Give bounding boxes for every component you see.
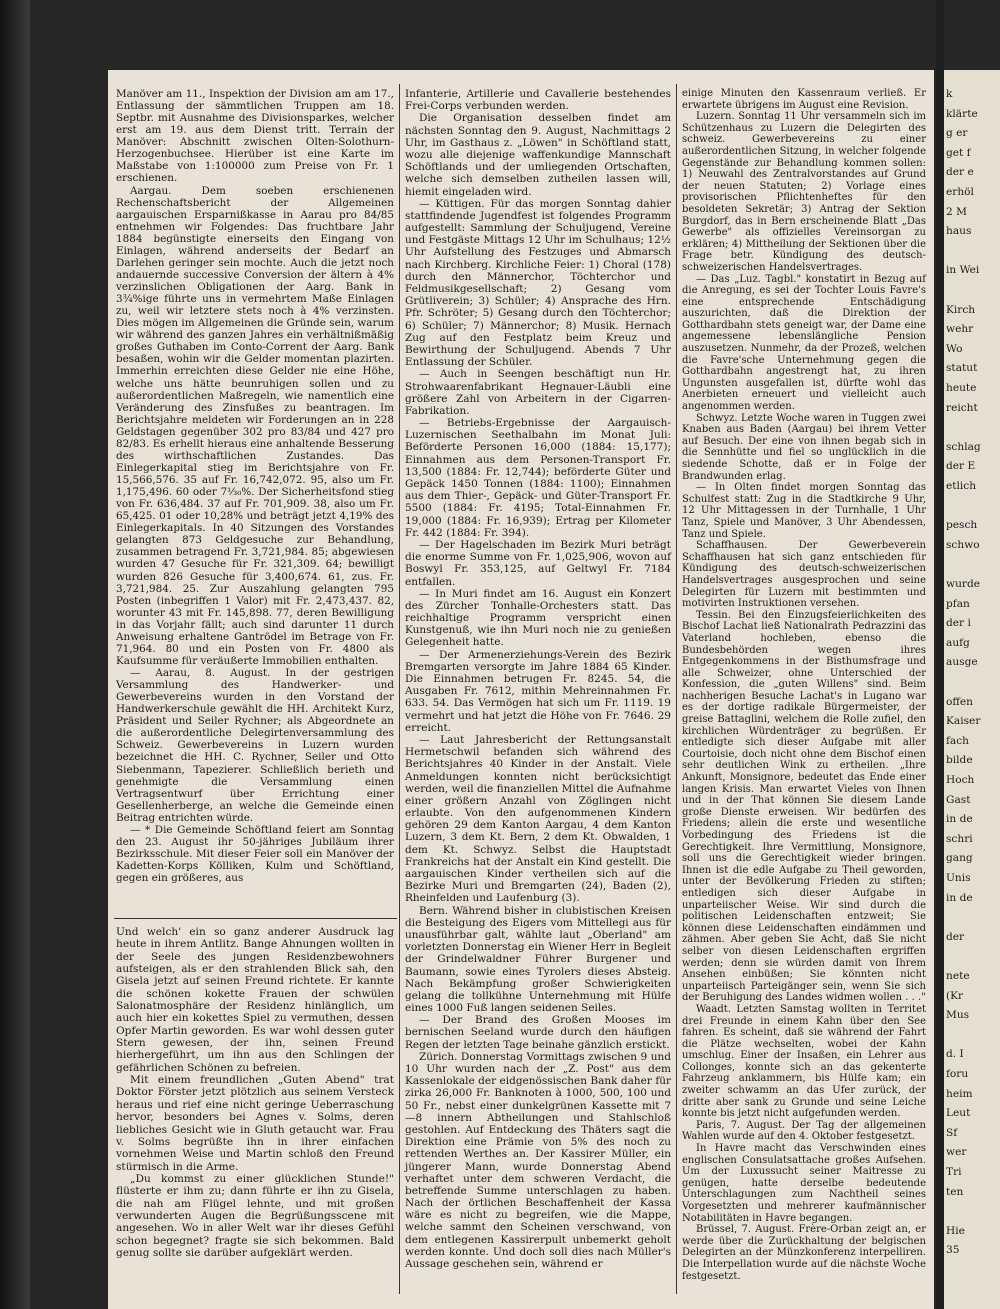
edge-text-fragment: aufg <box>946 636 970 649</box>
edge-text-fragment: Kaiser <box>946 715 981 728</box>
article-paragraph: — * Die Gemeinde Schöftland feiert am Sonntag den 23. August ihr 50-jähriges Jubiläum ihrer Bezirksschule. Mit dieser Feier soll ein Manöver der Kadetten-Korps Kölliken, Kulm und Schöftland, gegen ein größeres, aus <box>116 823 394 885</box>
edge-text-fragment: ausge <box>946 656 978 669</box>
edge-text-fragment: Hoch <box>946 774 975 786</box>
feuilleton-rule <box>114 918 397 919</box>
edge-text-fragment: Sf <box>946 1126 958 1139</box>
edge-text-fragment: der <box>946 930 965 943</box>
article-paragraph: — Der Hagelschaden im Bezirk Muri beträgt die enorme Summe von Fr. 1,025,906, wovon auf Boswyl Fr. 353,125, auf Geltwyl Fr. 7184 entfallen. <box>405 538 671 588</box>
edge-text-fragment: Mus <box>946 1009 970 1022</box>
edge-text-fragment: g er <box>946 127 968 140</box>
edge-text-fragment: Hie <box>946 1224 965 1237</box>
article-paragraph: Mit einem freundlichen „Guten Abend" trat Doktor Förster jetzt plötzlich aus seinem Versteck heraus und rief eine nicht geringe Ueberraschung hervor, besonders bei Agnes v. Solms, deren liebliches Gesicht wie in Gluth getaucht war. Frau v. Solms begrüßte ihn in ihrer einfachen vornehmen Weise und Martin schloß den Freund stürmisch in die Arme. <box>116 1074 394 1173</box>
article-paragraph: Bern. Während bisher in clubistischen Kreisen die Besteigung des Eigers vom Mittellegi aus für unausführbar galt, wählte laut „Oberland" am vorletzten Donnerstag ein Wiener Herr in Begleit der Grindelwaldner Führer Burgener und Baumann, sowie eines Tyrolers dieses Absteig. Nach Bekämpfung großer Schwierigkeiten gelang die tollkühne Unternehmung mit Hülfe eines 1000 Fuß langen seidenen Seiles. <box>405 904 671 1015</box>
article-paragraph: Paris, 7. August. Der Tag der allgemeinen Wahlen wurde auf den 4. Oktober festgesetzt. <box>682 1119 926 1143</box>
column-3 <box>682 88 926 1282</box>
article-paragraph: — Laut Jahresbericht der Rettungsanstalt Hermetschwil befanden sich während des Berichtsjahres 40 Kinder in der Anstalt. Viele Anmeldungen konnten nicht berücksichtigt werden, weil die finanziellen Mittel die Aufnahme einer größern Anzahl von Zöglingen nicht erlaubte. Von den aufgenommenen Kindern gehören 29 dem Kanton Aargau, 4 dem Kanton Luzern, 3 dem Kt. Bern, 2 dem Kt. Obwalden, 1 dem Kt. Schwyz. Selbst die Hauptstadt Frankreichs hat der Anstalt ein Kind gestellt. Die aargauischen Kinder vertheilen sich auf die Bezirke Muri und Bremgarten (24), Baden (2), Rheinfelden und Laufenburg (3). <box>405 733 671 905</box>
edge-text-fragment: Kirch <box>946 303 976 316</box>
adjacent-page-edge <box>944 70 1000 1309</box>
article-paragraph: — Der Brand des Großen Mooses im bernischen Seeland wurde durch den häufigen Regen der letzten Tage beinahe gänzlich erstickt. <box>405 1014 671 1051</box>
article-paragraph: — Aarau, 8. August. In der gestrigen Versammlung des Handwerker- und Gewerbevereins wurden in den Vorstand der Handwerkerschule gewählt die HH. Architekt Kurz, Präsident und Seiler Rychner; als Abgeordnete an die außerordentliche Delegirtenversammlung des Schweiz. Gewerbevereins in Luzern wurden bezeichnet die HH. C. Rychner, Seiler und Otto Siebenmann, Tapezierer. Schließlich berieth und genehmigte die Versammlung einen Vertragsentwurf über Errichtung einer Gesellenherberge, an welche die Gemeinde einen Beitrag entrichten würde. <box>116 667 394 824</box>
edge-text-fragment: heute <box>946 382 977 394</box>
column-2 <box>405 88 671 1270</box>
edge-text-fragment: erhöl <box>946 186 974 198</box>
edge-text-fragment: schri <box>946 832 973 845</box>
edge-text-fragment: in de <box>946 813 973 826</box>
edge-text-fragment: ten <box>946 1185 964 1198</box>
edge-text-fragment: 35 <box>946 1244 960 1257</box>
book-spine-edge <box>0 0 30 1309</box>
edge-text-fragment: Unis <box>946 872 971 884</box>
article-paragraph: Aargau. Dem soeben erschienenen Rechenschaftsbericht der Allgemeinen aargauischen Ersparnißkasse in Aarau pro 84/85 entnehmen wir Folgendes: Das fruchtbare Jahr 1884 begünstigte einerseits den Eingang von Einlagen, während anderseits der Bedarf an Darlehen geringer sein mochte. Auch die jetzt noch andauernde successive Conversion der ältern à 4% verzinslichen Obligationen der Aarg. Bank in 3¾%ige führte uns in vermehrtem Maße Einlagen zu, weil wir letztere stets noch à 4% verzinsten. Dies mögen im Allgemeinen die Gründe sein, warum wir während des ganzen Jahres ein verhältnißmäßig großes Guthaben im Conto-Corrent der Aarg. Bank besaßen, wohin wir die Gelder momentan plazirten. Immerhin erreichten diese Gelder nie eine Höhe, welche uns hätte beunruhigen sollen und zu außerordentlichen Maßregeln, wie namentlich eine Veränderung des Zinsfußes zu beantragen. Im Berichtsjahre meldeten wir Forderungen an in 228 Geldstagen gegenüber 302 pro 83/84 und 427 pro 82/83. Es erhellt hieraus eine anhaltende Besserung des wirthschaftlichen Zustandes. Das Einlegerkapital stieg im Berichtsjahre von Fr. 15,566,576. 35 auf Fr. 16,742,072. 95, also um Fr. 1,175,496. 60 oder 7⅓₀%. Der Sicherheitsfond stieg von Fr. 636,484. 37 auf Fr. 701,909. 38, also um Fr. 65,425. 01 oder 10,28% und beträgt jetzt 4,19% des Einlegerkapitals. In 40 Sitzungen des Vorstandes gelangten 873 Geldgesuche zur Behandlung, zusammen betragend Fr. 3,721,984. 85; abgewiesen wurden 47 Gesuche für Fr. 321,309. 64; bewilligt wurden 826 Gesuche für 3,400,674. 61, zus. Fr. 3,721,984. 25. Zur Auszahlung gelangten 795 Posten (inbegriffen 1 Valor) mit Fr. 2,473,437. 82, worunter 43 mit Fr. 145,898. 77, deren Bewilligung in das Vorjahr fällt; auch sind darunter 11 durch Anweisung erhaltene Gantrödel im Betrage von Fr. 71,964. 80 und ein Posten von Fr. 4800 als Kaufsumme für veräußerte Immobilien enthalten. <box>116 184 394 667</box>
edge-text-fragment: k <box>946 88 953 100</box>
edge-text-fragment: d. I <box>946 1048 964 1061</box>
article-paragraph: Tessin. Bei den Einzugsfeierlichkeiten des Bischof Lachat ließ Nationalrath Pedrazzini das Vaterland hochleben, ebenso die Bundesbehörden wegen ihres Entgegenkommens in der Bisthumsfrage und alle Schweizer, ohne Unterschied der Konfession, die „guten Willens" sind. Beim nachherigen Besuche Lachat's in Lugano war es der dortige radikale Bürgermeister, der greise Battaglini, welchem die Rolle zufiel, den kirchlichen Würdenträger zu begrüßen. Er entledigte sich dieser Aufgabe mit aller Courtoisie, doch nicht ohne dem Bischof einen sehr deutlichen Wink zu ertheilen. „Ihre Ankunft, Monsignore, bedeutet das Ende einer langen Krisis. Man erwartet Vieles von Ihnen und in der That können Sie diesem Lande große Dienste erweisen. Wir bedürfen des Friedens; allein die erste und wesentliche Vorbedingung des Friedens ist die Gerechtigkeit. Ihre Vermittlung, Monsignore, soll uns die Gerechtigkeit wieder bringen. Ihnen ist die edle Aufgabe zu Theil geworden, unter der Bevölkerung Frieden zu stiften; entledigen sich dieser Aufgabe in unparteiischer Weise. Wir sind durch die politischen Leidenschaften entzweit; Sie können diese Leidenschaften eindämmen und zähmen. Aber geben Sie Acht, daß Sie nicht selber von diesen Leidenschaften ergriffen werden; denn sie würden damit von Ihrem Ansehen einbüßen; Sie könnten nicht unparteiisch Parteigänger sein, wenn Sie sich der Beruhigung des Landes widmen wollen . . ." <box>682 609 926 1004</box>
edge-text-fragment: (Kr <box>946 989 964 1002</box>
edge-text-fragment: pfan <box>946 597 970 610</box>
edge-text-fragment: get f <box>946 146 971 159</box>
article-paragraph: — Auch in Seengen beschäftigt nun Hr. Strohwaarenfabrikant Hegnauer-Läubli eine größere Zahl von Arbeitern in der Cigarren-Fabrikation. <box>405 368 671 417</box>
article-paragraph: — Betriebs-Ergebnisse der Aargauisch-Luzernischen Seethalbahn im Monat Juli: Beförderte Personen 16,000 (1884: 15,177); Einnahmen aus dem Personen-Transport Fr. 13,500 (1884: Fr. 12,744); beförderte Güter und Gepäck 1450 Tonnen (1884: 1100); Einnahmen aus dem Thier-, Gepäck- und Güter-Transport Fr. 5500 (1884: Fr. 4195; Total-Einnahmen Fr. 19,000 (1884: Fr. 16,939); Ertrag per Kilometer Fr. 442 (1884: Fr. 394). <box>405 417 671 539</box>
article-paragraph: einige Minuten den Kassenraum verließ. Er erwartete übrigens im August eine Revision. <box>682 88 926 111</box>
edge-text-fragment: statut <box>946 362 978 375</box>
page-gutter <box>936 0 944 1309</box>
newspaper-page <box>108 70 934 1309</box>
feuilleton-column <box>116 926 394 1259</box>
article-paragraph: — Küttigen. Für das morgen Sonntag dahier stattfindende Jugendfest ist folgendes Programm aufgestellt: Sammlung der Schuljugend, Vereine und Festgäste Mittags 12 Uhr im Schulhaus; 12½ Uhr Aufstellung des Festzuges und Abmarsch nach Kirchberg. Kirchliche Feier: 1) Choral (178) durch den Männerchor, Töchterchor und Feldmusikgesellschaft; 2) Gesang vom Grütliverein; 3) Schüler; 4) Ansprache des Hrn. Pfr. Schröter; 5) Gesang durch den Töchterchor; 6) Schüler; 7) Männerchor; 8) Musik. Hernach Zug auf den Festplatz beim Kreuz und Bewirthung der Schuljugend. Abends 7 Uhr Entlassung der Schüler. <box>405 197 671 369</box>
edge-text-fragment: wehr <box>946 323 974 336</box>
edge-text-fragment: 2 M <box>946 205 967 218</box>
article-paragraph: Manöver am 11., Inspektion der Division am am 17., Entlassung der sämmtlichen Truppen am 18. Septbr. mit Ausnahme des Divisionsparkes, welcher erst am 19. aus dem Dienst tritt. Terrain der Manöver: Abschnitt zwischen Olten-Solothurn-Herzogenbuchsee. Hierüber ist eine Karte im Maßstabe von 1:100000 zum Preise von Fr. 1 erschienen. <box>116 88 394 185</box>
edge-text-fragment: in de <box>946 891 973 904</box>
column-rule-1 <box>399 84 400 1294</box>
column-1 <box>116 88 394 884</box>
article-paragraph: — Der Armenerziehungs-Verein des Bezirk Bremgarten versorgte im Jahre 1884 65 Kinder. Die Einnahmen betrugen Fr. 8245. 54, die Ausgaben Fr. 7612, mithin Mehreinnahmen Fr. 633. 54. Das Vermögen hat sich um Fr. 1119. 19 vermehrt und hat jetzt die Höhe von Fr. 7646. 29 erreicht. <box>405 648 671 734</box>
article-paragraph: Und welch' ein so ganz anderer Ausdruck lag heute in ihrem Antlitz. Bange Ahnungen wollten in der Seele des jungen Residenzbewohners aufsteigen, als er den strahlenden Blick sah, den Gisela jetzt auf seinen Freund richtete. Er kannte die schönen kokette Frauen der schwülen Salonatmosphäre der Residenz hinlänglich, um auch hier ein kokettes Spiel zu vermuthen, dessen Opfer Martin geworden. Es war wohl dessen guter Stern gewesen, der ihn, seinen Freund hierhergeführt, um ihn aus den Schlingen der gefährlichen Schönen zu befreien. <box>116 926 394 1074</box>
edge-text-fragment: foru <box>946 1068 969 1080</box>
article-paragraph: „Du kommst zu einer glücklichen Stunde!" flüsterte er ihm zu; dann führte er ihn zu Gisela, die nah am Flügel lehnte, und mit großen verwunderten Augen die Begrüßungsscene mit angesehen. Wo in aller Welt war ihr dieses Gefühl schon begegnet? fragte sie sich bekommen. Bald genug sollte sie darüber aufgeklärt werden. <box>116 1172 394 1259</box>
article-paragraph: — In Olten findet morgen Sonntag das Schulfest statt: Zug in die Stadtkirche 9 Uhr, 12 Uhr Mittagessen in der Turnhalle, 1 Uhr Tanz, Spiele und Manöver, 3 Uhr Abendessen, Tanz und Spiele. <box>682 482 926 540</box>
article-paragraph: Die Organisation desselben findet am nächsten Sonntag den 9. August, Nachmittags 2 Uhr, im Gasthaus z. „Löwen" in Schöftland statt, wozu alle diejenige waffenkundige Mannschaft Schöftlands und der umliegenden Ortschaften, welche sich demselben zutheilen lassen will, hiemit eingeladen wird. <box>405 112 671 198</box>
edge-text-fragment: schlag <box>946 440 981 453</box>
edge-text-fragment: reicht <box>946 401 978 414</box>
edge-text-fragment: Gast <box>946 793 971 806</box>
article-paragraph: In Havre macht das Verschwinden eines englischen Consulatsattache großes Aufsehen. Um der Luxussucht seiner Maitresse zu genügen, hatte derselbe bedeutende Unterschlagungen zum Nachtheil seines Vorgesetzten und mehrerer kaufmännischer Notabilitäten in Havre begangen. <box>682 1143 926 1224</box>
article-paragraph: — In Muri findet am 16. August ein Konzert des Zürcher Tonhalle-Orchesters statt. Das reichhaltige Programm verspricht einen Kunstgenuß, wie ihn Muri noch nie zu genießen Gelegenheit hatte. <box>405 587 671 649</box>
article-paragraph: Schaffhausen. Der Gewerbeverein Schaffhausen hat sich ganz entschieden für Kündigung des deutsch-schweizerischen Handelsvertrages ausgesprochen und seine Delegirten für Luzern mit bestimmten und motivirten Instruktionen versehen. <box>682 540 926 610</box>
article-paragraph: Zürich. Donnerstag Vormittags zwischen 9 und 10 Uhr wurden nach der „Z. Post" aus dem Kassenlokale der eidgenössischen Bank daher für zirka 26,000 Fr. Banknoten à 1000, 500, 100 und 50 Fr., nebst einer dunkelgrünen Kassette mit 7—8 innern Abtheilungen und Stahlschloß gestohlen. Auf Entdeckung des Thäters sagt die Direktion eine Prämie von 5% des noch zu rettenden Werthes an. Der Kassirer Müller, ein jüngerer Mann, wurde Donnerstag Abend verhaftet unter dem schweren Verdacht, die betreffende Summe unterschlagen zu haben. Nach der örtlichen Beschaffenheit der Kassa wäre es nicht zu begreifen, wie die Mappe, welche sammt den Scheinen verschwand, von dem entlegenen Kassirerpult unbemerkt geholt werden konnte. Und doch soll dies nach Müller's Aussage geschehen sein, während er <box>405 1050 671 1270</box>
edge-text-fragment: etlich <box>946 480 977 492</box>
edge-text-fragment: schwo <box>946 538 980 551</box>
edge-text-fragment: nete <box>946 970 970 982</box>
edge-text-fragment: wurde <box>946 578 981 590</box>
article-paragraph: — Das „Luz. Tagbl." konstatirt in Bezug auf die Anregung, es sei der Tochter Louis Favre's eine entsprechende Entschädigung auszurichten, daß die Direktion der Gotthardbahn stets geneigt war, der Dame eine angemessene lebenslängliche Pension auszusetzen. Nunmehr, da der Prozeß, welchen die Favre'sche Unternehmung gegen die Gotthardbahn angestrengt hat, zu ihren Ungunsten ausgefallen ist, dürfte wohl das Anerbieten erneuert und vielleicht auch angenommen werden. <box>682 273 926 413</box>
edge-text-fragment: der i <box>946 617 971 630</box>
article-paragraph: Waadt. Letzten Samstag wollten in Territet drei Freunde in einem Kahn über den See fahren. Es scheint, daß sie während der Fahrt die Plätze wechselten, wobei der Kahn umschlug. Einer der Insaßen, ein Lehrer aus Collonges, konnte sich an das gekenterte Fahrzeug anklammern, bis Hülfe kam; ein zweiter schwamm an das Ufer zurück, der dritte aber sank zu Grunde und seine Leiche konnte bis jetzt nicht aufgefunden werden. <box>682 1003 926 1120</box>
edge-text-fragment: Wo <box>946 342 963 355</box>
edge-text-fragment: haus <box>946 225 972 238</box>
edge-text-fragment: klärte <box>946 107 978 120</box>
edge-text-fragment: gang <box>946 852 973 865</box>
article-paragraph: Luzern. Sonntag 11 Uhr versammeln sich im Schützenhaus zu Luzern die Delegirten des schweiz. Gewerbevereins zu einer außerordentlichen Sitzung, in welcher folgende Gegenstände zur Behandlung kommen sollen: 1) Neuwahl des Zentralvorstandes auf Grund der neuen Statuten; 2) Vorlage eines provisorischen Pflichtenheftes für den besoldeten Sekretär; 3) Antrag der Sektion Burgdorf, das in Bern erscheinende Blatt „Das Gewerbe" als offizielles Vereinsorgan zu erklären; 4) Mittheilung der Sektionen über die Frage betr. Kündigung des deutsch-schweizerischen Handelsvertrages. <box>682 111 926 273</box>
edge-text-fragment: pesch <box>946 519 978 532</box>
edge-text-fragment: fach <box>946 734 969 747</box>
edge-text-fragment: bilde <box>946 754 973 767</box>
article-paragraph: Brüssel, 7. August. Frère-Orban zeigt an, er werde über die Zurückhaltung der belgischen Delegirten an der Münzkonferenz interpelliren. Die Interpellation wurde auf die nächste Woche festgesetzt. <box>682 1224 926 1282</box>
edge-text-fragment: Leut <box>946 1107 971 1120</box>
edge-text-fragment: heim <box>946 1087 973 1100</box>
column-rule-2 <box>676 84 677 1294</box>
article-paragraph: Infanterie, Artillerie und Cavallerie bestehendes Frei-Corps verbunden werden. <box>405 88 671 113</box>
edge-text-fragment: Tri <box>946 1166 962 1178</box>
article-paragraph: Schwyz. Letzte Woche waren in Tuggen zwei Knaben aus Baden (Aargau) bei ihrem Vetter auf Besuch. Der eine von ihnen begab sich in die Sennhütte und fiel so unglücklich in die siedende Schotte, daß er in Folge der Brandwunden erlag. <box>682 412 926 482</box>
edge-text-fragment: der e <box>946 166 974 179</box>
edge-text-fragment: offen <box>946 695 973 708</box>
edge-text-fragment: der E <box>946 460 976 473</box>
edge-text-fragment: wer <box>946 1146 967 1159</box>
edge-text-fragment: in Wei <box>946 264 980 277</box>
